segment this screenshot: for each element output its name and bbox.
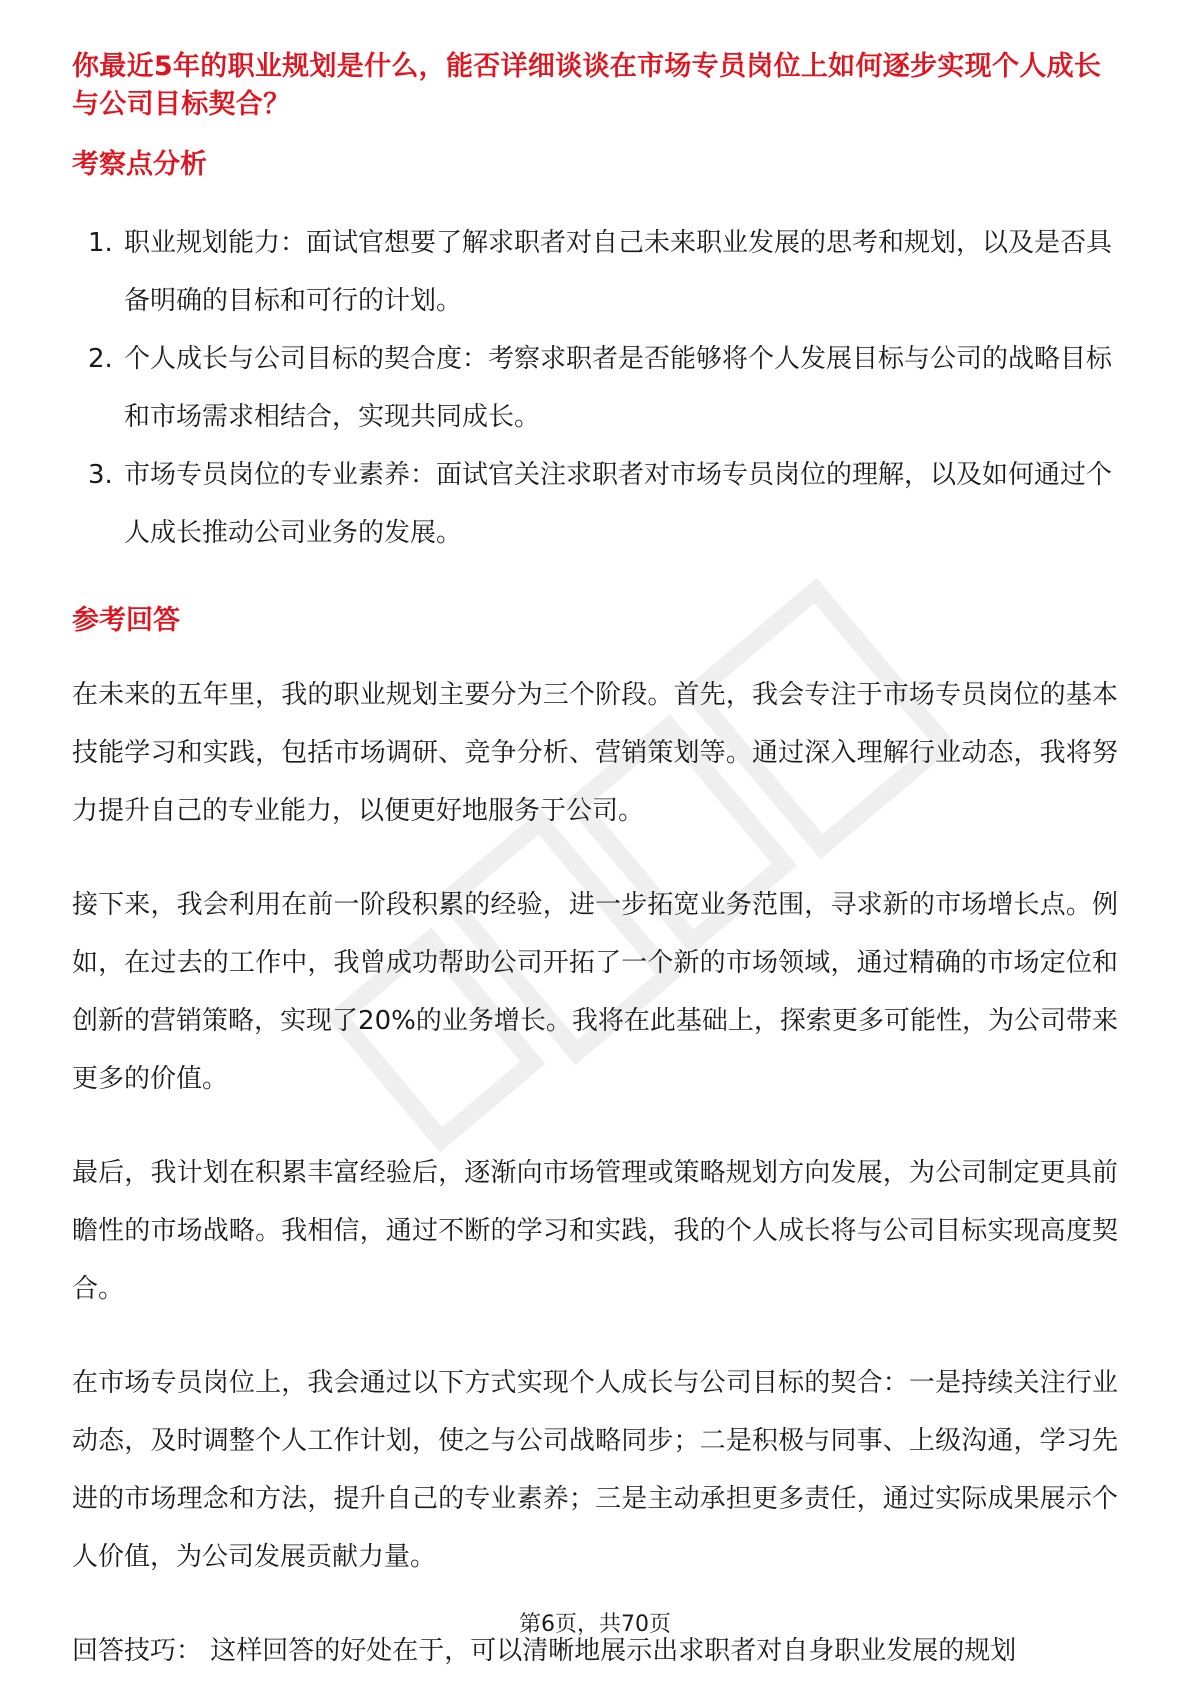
analysis-item-text: 职业规划能力：面试官想要了解求职者对自己未来职业发展的思考和规划，以及是否具备明确的目标和可行的计划。 — [124, 228, 1113, 316]
answer-paragraph: 接下来，我会利用在前一阶段积累的经验，进一步拓宽业务范围，寻求新的市场增长点。例如，在过去的工作中，我曾成功帮助公司开拓了一个新的市场领域，通过精确的市场定位和创新的营销策略，实现了20%的业务增长。我将在此基础上，探索更多可能性，为公司带来更多的价值。 — [72, 890, 1118, 1094]
analysis-item-number: 2. — [88, 344, 113, 374]
analysis-item — [72, 214, 1118, 330]
document-page — [72, 48, 1118, 1680]
answer-paragraph: 最后，我计划在积累丰富经验后，逐渐向市场管理或策略规划方向发展，为公司制定更具前瞻性的市场战略。我相信，通过不断的学习和实践，我的个人成长将与公司目标实现高度契合。 — [72, 1158, 1118, 1304]
analysis-item — [72, 446, 1118, 562]
answer-paragraph: 在未来的五年里，我的职业规划主要分为三个阶段。首先，我会专注于市场专员岗位的基本技能学习和实践，包括市场调研、竞争分析、营销策划等。通过深入理解行业动态，我将努力提升自己的专业能力，以便更好地服务于公司。 — [72, 680, 1118, 826]
answer-title: 参考回答 — [72, 605, 180, 636]
analysis-item-number: 3. — [88, 460, 113, 490]
answer-paragraph: 在市场专员岗位上，我会通过以下方式实现个人成长与公司目标的契合：一是持续关注行业动态，及时调整个人工作计划，使之与公司战略同步；二是积极与同事、上级沟通，学习先进的市场理念和方法，提升自己的专业素养；三是主动承担更多责任，通过实际成果展示个人价值，为公司发展贡献力量。 — [72, 1368, 1118, 1572]
page-number: 第6页，共70页 — [519, 1612, 671, 1637]
analysis-item-number: 1. — [88, 228, 113, 258]
analysis-title: 考察点分析 — [72, 149, 207, 180]
analysis-item — [72, 330, 1118, 446]
analysis-item-text: 个人成长与公司目标的契合度：考察求职者是否能够将个人发展目标与公司的战略目标和市场需求相结合，实现共同成长。 — [124, 344, 1113, 432]
analysis-list — [72, 214, 1118, 562]
answer-tips: 回答技巧： 这样回答的好处在于，可以清晰地展示出求职者对自身职业发展的规划 — [72, 1636, 1017, 1666]
analysis-item-text: 市场专员岗位的专业素养：面试官关注求职者对市场专员岗位的理解，以及如何通过个人成长推动公司业务的发展。 — [124, 460, 1113, 548]
question-heading: 你最近5年的职业规划是什么，能否详细谈谈在市场专员岗位上如何逐步实现个人成长与公司目标契合？ — [72, 51, 1102, 120]
